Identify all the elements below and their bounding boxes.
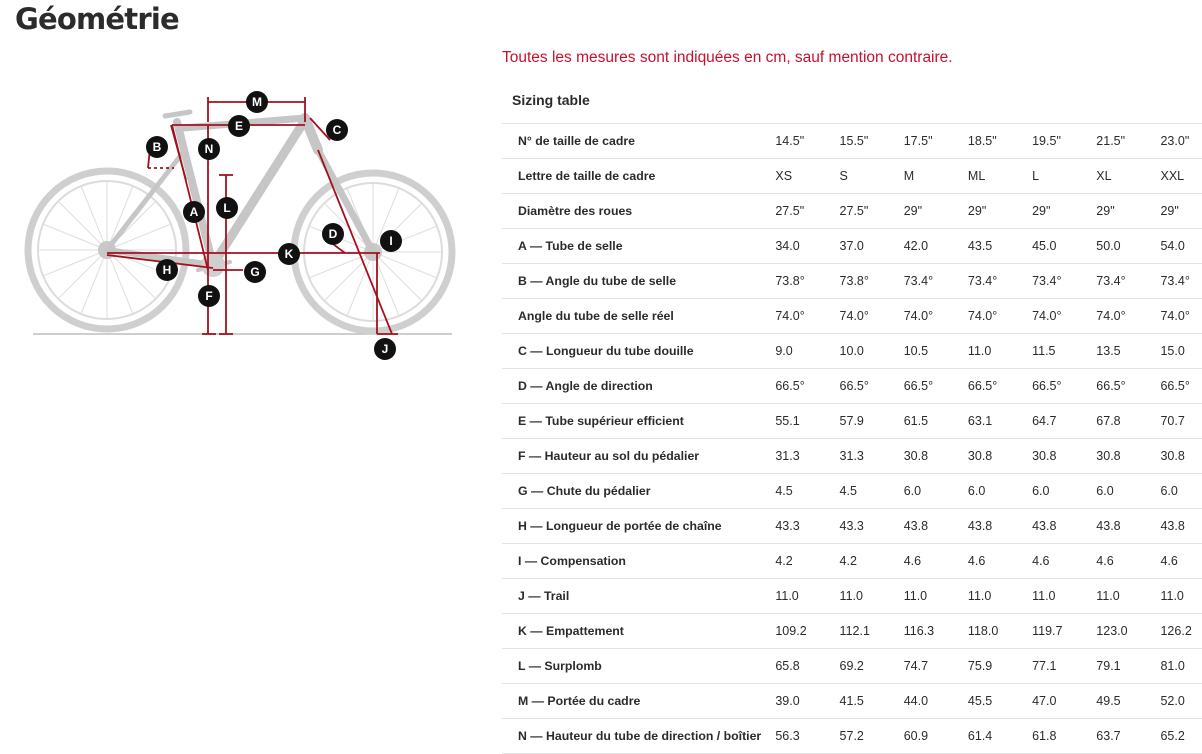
- row-label: Diamètre des roues: [502, 194, 775, 229]
- table-cell: 6.0: [1160, 474, 1202, 509]
- table-cell: 11.0: [1096, 579, 1160, 614]
- table-cell: 69.2: [840, 649, 904, 684]
- sizing-table-container[interactable]: [502, 123, 1192, 754]
- table-cell: 14.5": [775, 124, 839, 159]
- table-cell: 119.7: [1032, 614, 1096, 649]
- table-cell: 55.1: [775, 404, 839, 439]
- table-cell: 74.0°: [968, 299, 1032, 334]
- table-cell: 4.2: [775, 544, 839, 579]
- table-cell: 70.7: [1160, 404, 1202, 439]
- table-row: [502, 649, 1202, 684]
- table-row: [502, 159, 1202, 194]
- table-cell: 19.5": [1032, 124, 1096, 159]
- table-cell: 43.3: [840, 509, 904, 544]
- table-row: [502, 194, 1202, 229]
- table-cell: 74.0°: [1032, 299, 1096, 334]
- table-cell: 66.5°: [968, 369, 1032, 404]
- table-cell: 73.4°: [904, 264, 968, 299]
- table-cell: ML: [968, 159, 1032, 194]
- table-cell: 30.8: [904, 439, 968, 474]
- table-cell: 75.9: [968, 649, 1032, 684]
- svg-text:G: G: [250, 265, 260, 279]
- row-label: F — Hauteur au sol du pédalier: [502, 439, 775, 474]
- table-cell: 6.0: [904, 474, 968, 509]
- table-cell: 61.5: [904, 404, 968, 439]
- table-cell: 4.6: [968, 544, 1032, 579]
- table-cell: 112.1: [840, 614, 904, 649]
- table-cell: 43.3: [775, 509, 839, 544]
- table-cell: 6.0: [968, 474, 1032, 509]
- table-cell: 57.9: [840, 404, 904, 439]
- table-cell: 41.5: [840, 684, 904, 719]
- table-cell: 79.1: [1096, 649, 1160, 684]
- svg-text:I: I: [389, 234, 393, 248]
- table-cell: 65.2: [1160, 719, 1202, 754]
- table-cell: 42.0: [904, 229, 968, 264]
- label-e-badge: [228, 115, 250, 137]
- table-cell: 116.3: [904, 614, 968, 649]
- svg-text:F: F: [205, 289, 213, 303]
- table-row: [502, 509, 1202, 544]
- label-g-badge: [244, 261, 266, 283]
- table-cell: 65.8: [775, 649, 839, 684]
- table-cell: 30.8: [1032, 439, 1096, 474]
- svg-text:M: M: [252, 95, 262, 109]
- table-cell: 11.0: [1160, 579, 1202, 614]
- table-row: [502, 334, 1202, 369]
- table-cell: 30.8: [1160, 439, 1202, 474]
- table-cell: 11.0: [968, 334, 1032, 369]
- table-cell: 74.0°: [1096, 299, 1160, 334]
- table-cell: 73.4°: [1160, 264, 1202, 299]
- table-cell: 73.8°: [775, 264, 839, 299]
- table-cell: 61.8: [1032, 719, 1096, 754]
- table-cell: 66.5°: [1032, 369, 1096, 404]
- table-cell: M: [904, 159, 968, 194]
- sizing-table-title: Sizing table: [512, 92, 590, 108]
- table-cell: 61.4: [968, 719, 1032, 754]
- table-cell: 73.4°: [1096, 264, 1160, 299]
- table-cell: 30.8: [1096, 439, 1160, 474]
- table-cell: 49.5: [1096, 684, 1160, 719]
- table-cell: XS: [775, 159, 839, 194]
- table-cell: 10.5: [904, 334, 968, 369]
- table-cell: 74.0°: [840, 299, 904, 334]
- table-cell: S: [840, 159, 904, 194]
- table-cell: 27.5": [775, 194, 839, 229]
- table-cell: 43.8: [1096, 509, 1160, 544]
- table-cell: 60.9: [904, 719, 968, 754]
- label-j-badge: [374, 338, 396, 360]
- label-c-badge: [326, 119, 348, 141]
- table-cell: 64.7: [1032, 404, 1096, 439]
- row-label: L — Surplomb: [502, 649, 775, 684]
- svg-text:C: C: [332, 123, 342, 137]
- row-label: N — Hauteur du tube de direction / boîtier: [502, 719, 775, 754]
- svg-text:N: N: [204, 142, 214, 156]
- table-cell: 31.3: [775, 439, 839, 474]
- table-cell: 47.0: [1032, 684, 1096, 719]
- table-cell: 29": [1096, 194, 1160, 229]
- label-b-badge: [146, 136, 168, 158]
- table-cell: 77.1: [1032, 649, 1096, 684]
- table-cell: 43.5: [968, 229, 1032, 264]
- table-cell: 63.1: [968, 404, 1032, 439]
- table-cell: 63.7: [1096, 719, 1160, 754]
- table-cell: 27.5": [840, 194, 904, 229]
- row-label: A — Tube de selle: [502, 229, 775, 264]
- table-cell: 4.6: [904, 544, 968, 579]
- svg-text:L: L: [223, 201, 231, 215]
- row-label: B — Angle du tube de selle: [502, 264, 775, 299]
- table-cell: 10.0: [840, 334, 904, 369]
- row-label: D — Angle de direction: [502, 369, 775, 404]
- table-cell: 123.0: [1096, 614, 1160, 649]
- table-cell: 66.5°: [840, 369, 904, 404]
- table-cell: 4.6: [1160, 544, 1202, 579]
- table-cell: 15.0: [1160, 334, 1202, 369]
- table-cell: 6.0: [1032, 474, 1096, 509]
- table-cell: 4.6: [1096, 544, 1160, 579]
- table-cell: 4.6: [1032, 544, 1096, 579]
- row-label: C — Longueur du tube douille: [502, 334, 775, 369]
- table-cell: 29": [1032, 194, 1096, 229]
- row-label: M — Portée du cadre: [502, 684, 775, 719]
- svg-text:D: D: [328, 227, 338, 241]
- table-cell: 52.0: [1160, 684, 1202, 719]
- table-cell: 56.3: [775, 719, 839, 754]
- sizing-table-body: [502, 124, 1202, 754]
- table-cell: 45.5: [968, 684, 1032, 719]
- table-cell: 4.5: [775, 474, 839, 509]
- table-cell: 74.0°: [775, 299, 839, 334]
- table-cell: 21.5": [1096, 124, 1160, 159]
- table-cell: 73.4°: [968, 264, 1032, 299]
- table-row: [502, 684, 1202, 719]
- table-cell: 43.8: [1032, 509, 1096, 544]
- table-row: [502, 404, 1202, 439]
- table-cell: 66.5°: [904, 369, 968, 404]
- label-h-badge: [156, 259, 178, 281]
- label-a-badge: [183, 201, 205, 223]
- table-cell: 109.2: [775, 614, 839, 649]
- table-cell: 11.5: [1032, 334, 1096, 369]
- table-cell: 73.8°: [840, 264, 904, 299]
- svg-text:K: K: [284, 247, 294, 261]
- label-m-badge: [246, 91, 268, 113]
- table-cell: 34.0: [775, 229, 839, 264]
- sizing-table: [502, 123, 1202, 754]
- table-cell: 13.5: [1096, 334, 1160, 369]
- row-label: I — Compensation: [502, 544, 775, 579]
- table-cell: 23.0": [1160, 124, 1202, 159]
- table-cell: 44.0: [904, 684, 968, 719]
- svg-text:A: A: [189, 205, 199, 219]
- svg-text:J: J: [381, 342, 389, 356]
- table-cell: 74.7: [904, 649, 968, 684]
- table-cell: XL: [1096, 159, 1160, 194]
- label-f-badge: [198, 285, 220, 307]
- svg-text:B: B: [152, 140, 162, 154]
- table-cell: 15.5": [840, 124, 904, 159]
- table-cell: 118.0: [968, 614, 1032, 649]
- table-cell: 74.0°: [1160, 299, 1202, 334]
- table-cell: 4.5: [840, 474, 904, 509]
- table-row: [502, 124, 1202, 159]
- row-label: K — Empattement: [502, 614, 775, 649]
- table-row: [502, 474, 1202, 509]
- table-cell: 29": [904, 194, 968, 229]
- row-label: J — Trail: [502, 579, 775, 614]
- table-row: [502, 369, 1202, 404]
- table-cell: 31.3: [840, 439, 904, 474]
- svg-text:E: E: [234, 119, 244, 133]
- table-cell: 45.0: [1032, 229, 1096, 264]
- page-title: Géométrie: [15, 2, 179, 36]
- row-label: N° de taille de cadre: [502, 124, 775, 159]
- table-cell: 11.0: [840, 579, 904, 614]
- table-cell: 30.8: [968, 439, 1032, 474]
- table-cell: 67.8: [1096, 404, 1160, 439]
- table-cell: 50.0: [1096, 229, 1160, 264]
- label-k-badge: [278, 243, 300, 265]
- table-cell: 73.4°: [1032, 264, 1096, 299]
- table-cell: 11.0: [968, 579, 1032, 614]
- table-cell: 43.8: [1160, 509, 1202, 544]
- table-cell: 66.5°: [1160, 369, 1202, 404]
- table-cell: 29": [968, 194, 1032, 229]
- table-cell: 126.2: [1160, 614, 1202, 649]
- measurement-notice: Toutes les mesures sont indiquées en cm, sauf mention contraire.: [502, 49, 953, 66]
- table-row: [502, 544, 1202, 579]
- table-cell: 54.0: [1160, 229, 1202, 264]
- table-cell: 29": [1160, 194, 1202, 229]
- table-cell: 17.5": [904, 124, 968, 159]
- table-row: [502, 579, 1202, 614]
- label-n-badge: [198, 138, 220, 160]
- table-row: [502, 614, 1202, 649]
- table-cell: 6.0: [1096, 474, 1160, 509]
- table-row: [502, 229, 1202, 264]
- row-label: Angle du tube de selle réel: [502, 299, 775, 334]
- table-cell: XXL: [1160, 159, 1202, 194]
- table-cell: 43.8: [904, 509, 968, 544]
- row-label: G — Chute du pédalier: [502, 474, 775, 509]
- table-cell: 66.5°: [775, 369, 839, 404]
- label-i-badge: [380, 230, 402, 252]
- table-cell: 18.5": [968, 124, 1032, 159]
- table-row: [502, 439, 1202, 474]
- row-label: Lettre de taille de cadre: [502, 159, 775, 194]
- table-row: [502, 719, 1202, 754]
- svg-text:H: H: [162, 263, 172, 277]
- table-cell: 57.2: [840, 719, 904, 754]
- label-l-badge: [216, 197, 238, 219]
- bike-geometry-diagram: [0, 0, 470, 370]
- table-row: [502, 299, 1202, 334]
- table-cell: 74.0°: [904, 299, 968, 334]
- label-d-badge: [322, 223, 344, 245]
- row-label: E — Tube supérieur efficient: [502, 404, 775, 439]
- table-cell: 11.0: [1032, 579, 1096, 614]
- table-cell: 37.0: [840, 229, 904, 264]
- table-cell: 11.0: [904, 579, 968, 614]
- table-cell: 4.2: [840, 544, 904, 579]
- table-cell: 81.0: [1160, 649, 1202, 684]
- table-cell: L: [1032, 159, 1096, 194]
- table-cell: 43.8: [968, 509, 1032, 544]
- table-row: [502, 264, 1202, 299]
- table-cell: 39.0: [775, 684, 839, 719]
- row-label: H — Longueur de portée de chaîne: [502, 509, 775, 544]
- table-cell: 11.0: [775, 579, 839, 614]
- table-cell: 66.5°: [1096, 369, 1160, 404]
- table-cell: 9.0: [775, 334, 839, 369]
